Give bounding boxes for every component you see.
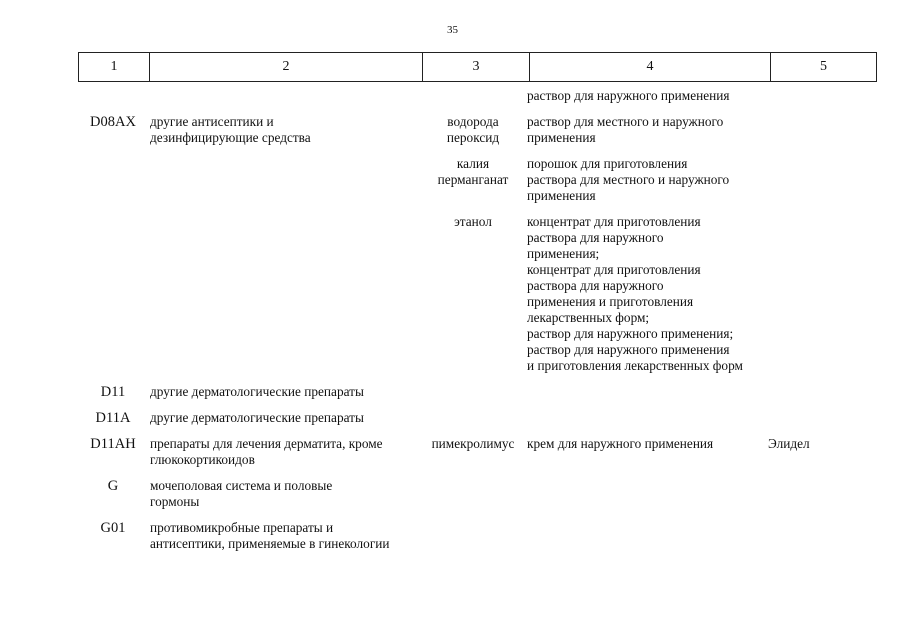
inn-cell: водорода пероксид	[446, 114, 500, 145]
header-col-5: 5	[771, 53, 877, 82]
row-spacer	[78, 552, 871, 562]
header-col-2: 2	[150, 53, 423, 82]
atc-code-cell: D11AH	[90, 436, 136, 452]
table-row	[78, 88, 871, 104]
table-row	[78, 214, 871, 374]
group-name-cell: другие антисептики и дезинфицирующие средства	[150, 114, 311, 145]
header-col-1: 1	[79, 53, 150, 82]
drug-table	[78, 88, 871, 562]
table-row	[78, 436, 871, 468]
trade-name-cell	[766, 478, 871, 510]
table-row	[78, 520, 871, 552]
atc-code-cell: D11	[100, 384, 126, 400]
inn-cell	[420, 478, 526, 510]
row-spacer-cell	[78, 374, 871, 384]
atc-code-cell	[78, 88, 148, 104]
atc-code-cell	[78, 156, 148, 204]
header-col-4: 4	[530, 53, 771, 82]
group-name-cell: противомикробные препараты и антисептики, применяемые в гинекологии	[150, 520, 390, 551]
trade-name-cell	[766, 114, 871, 146]
inn-cell	[420, 520, 526, 552]
table-row	[78, 156, 871, 204]
dosage-form-cell: порошок для приготовления раствора для местного и наружного применения	[527, 156, 730, 203]
row-spacer-cell	[78, 426, 871, 436]
dosage-form-cell: раствор для местного и наружного применения	[527, 114, 724, 145]
table-header	[78, 52, 877, 82]
dosage-form-cell	[526, 384, 766, 400]
group-name-cell: другие дерматологические препараты	[150, 384, 364, 399]
dosage-form-cell	[526, 520, 766, 552]
row-spacer-cell	[78, 510, 871, 520]
row-spacer	[78, 510, 871, 520]
table-row	[78, 114, 871, 146]
row-spacer	[78, 426, 871, 436]
inn-cell: этанол	[454, 214, 492, 229]
trade-name-cell	[766, 384, 871, 400]
trade-name-cell	[766, 214, 871, 374]
row-spacer	[78, 400, 871, 410]
inn-cell: пимекролимус	[431, 436, 515, 451]
dosage-form-cell: крем для наружного применения	[527, 436, 714, 451]
group-name-cell: другие дерматологические препараты	[150, 410, 364, 425]
trade-name-cell	[766, 88, 871, 104]
trade-name-cell	[766, 410, 871, 426]
dosage-form-cell: концентрат для приготовления раствора для наружного применения; концентрат для приготовления раствора для наружного применения и приготовления лекарственных форм; раствор для наружного применения; раствор для наружного применения и приготовления лекарственных форм	[527, 214, 743, 373]
row-spacer-cell	[78, 552, 871, 562]
row-spacer	[78, 204, 871, 214]
row-spacer	[78, 104, 871, 114]
row-spacer	[78, 146, 871, 156]
table-row	[78, 384, 871, 400]
trade-name-cell	[766, 520, 871, 552]
dosage-form-cell	[526, 410, 766, 426]
dosage-form-cell: раствор для наружного применения	[527, 88, 730, 103]
atc-code-cell: D11A	[95, 410, 131, 426]
dosage-form-cell	[526, 478, 766, 510]
row-spacer-cell	[78, 104, 871, 114]
atc-code-cell	[78, 214, 148, 374]
table-row	[78, 410, 871, 426]
trade-name-cell: Элидел	[768, 436, 810, 451]
group-name-cell: мочеполовая система и половые гормоны	[150, 478, 333, 509]
inn-cell	[420, 410, 526, 426]
group-name-cell	[148, 88, 420, 104]
group-name-cell	[148, 214, 420, 374]
table-row	[78, 478, 871, 510]
row-spacer	[78, 468, 871, 478]
page-number: 35	[447, 24, 458, 36]
inn-cell: калия перманганат	[437, 156, 509, 187]
inn-cell	[420, 88, 526, 104]
trade-name-cell	[766, 156, 871, 204]
header-col-3: 3	[423, 53, 530, 82]
atc-code-cell: G	[107, 478, 119, 494]
row-spacer	[78, 374, 871, 384]
row-spacer-cell	[78, 204, 871, 214]
row-spacer-cell	[78, 146, 871, 156]
atc-code-cell: G01	[100, 520, 126, 536]
atc-code-cell: D08AX	[90, 114, 136, 130]
inn-cell	[420, 384, 526, 400]
row-spacer-cell	[78, 400, 871, 410]
group-name-cell: препараты для лечения дерматита, кроме глюкокортикоидов	[150, 436, 383, 467]
row-spacer-cell	[78, 468, 871, 478]
group-name-cell	[148, 156, 420, 204]
